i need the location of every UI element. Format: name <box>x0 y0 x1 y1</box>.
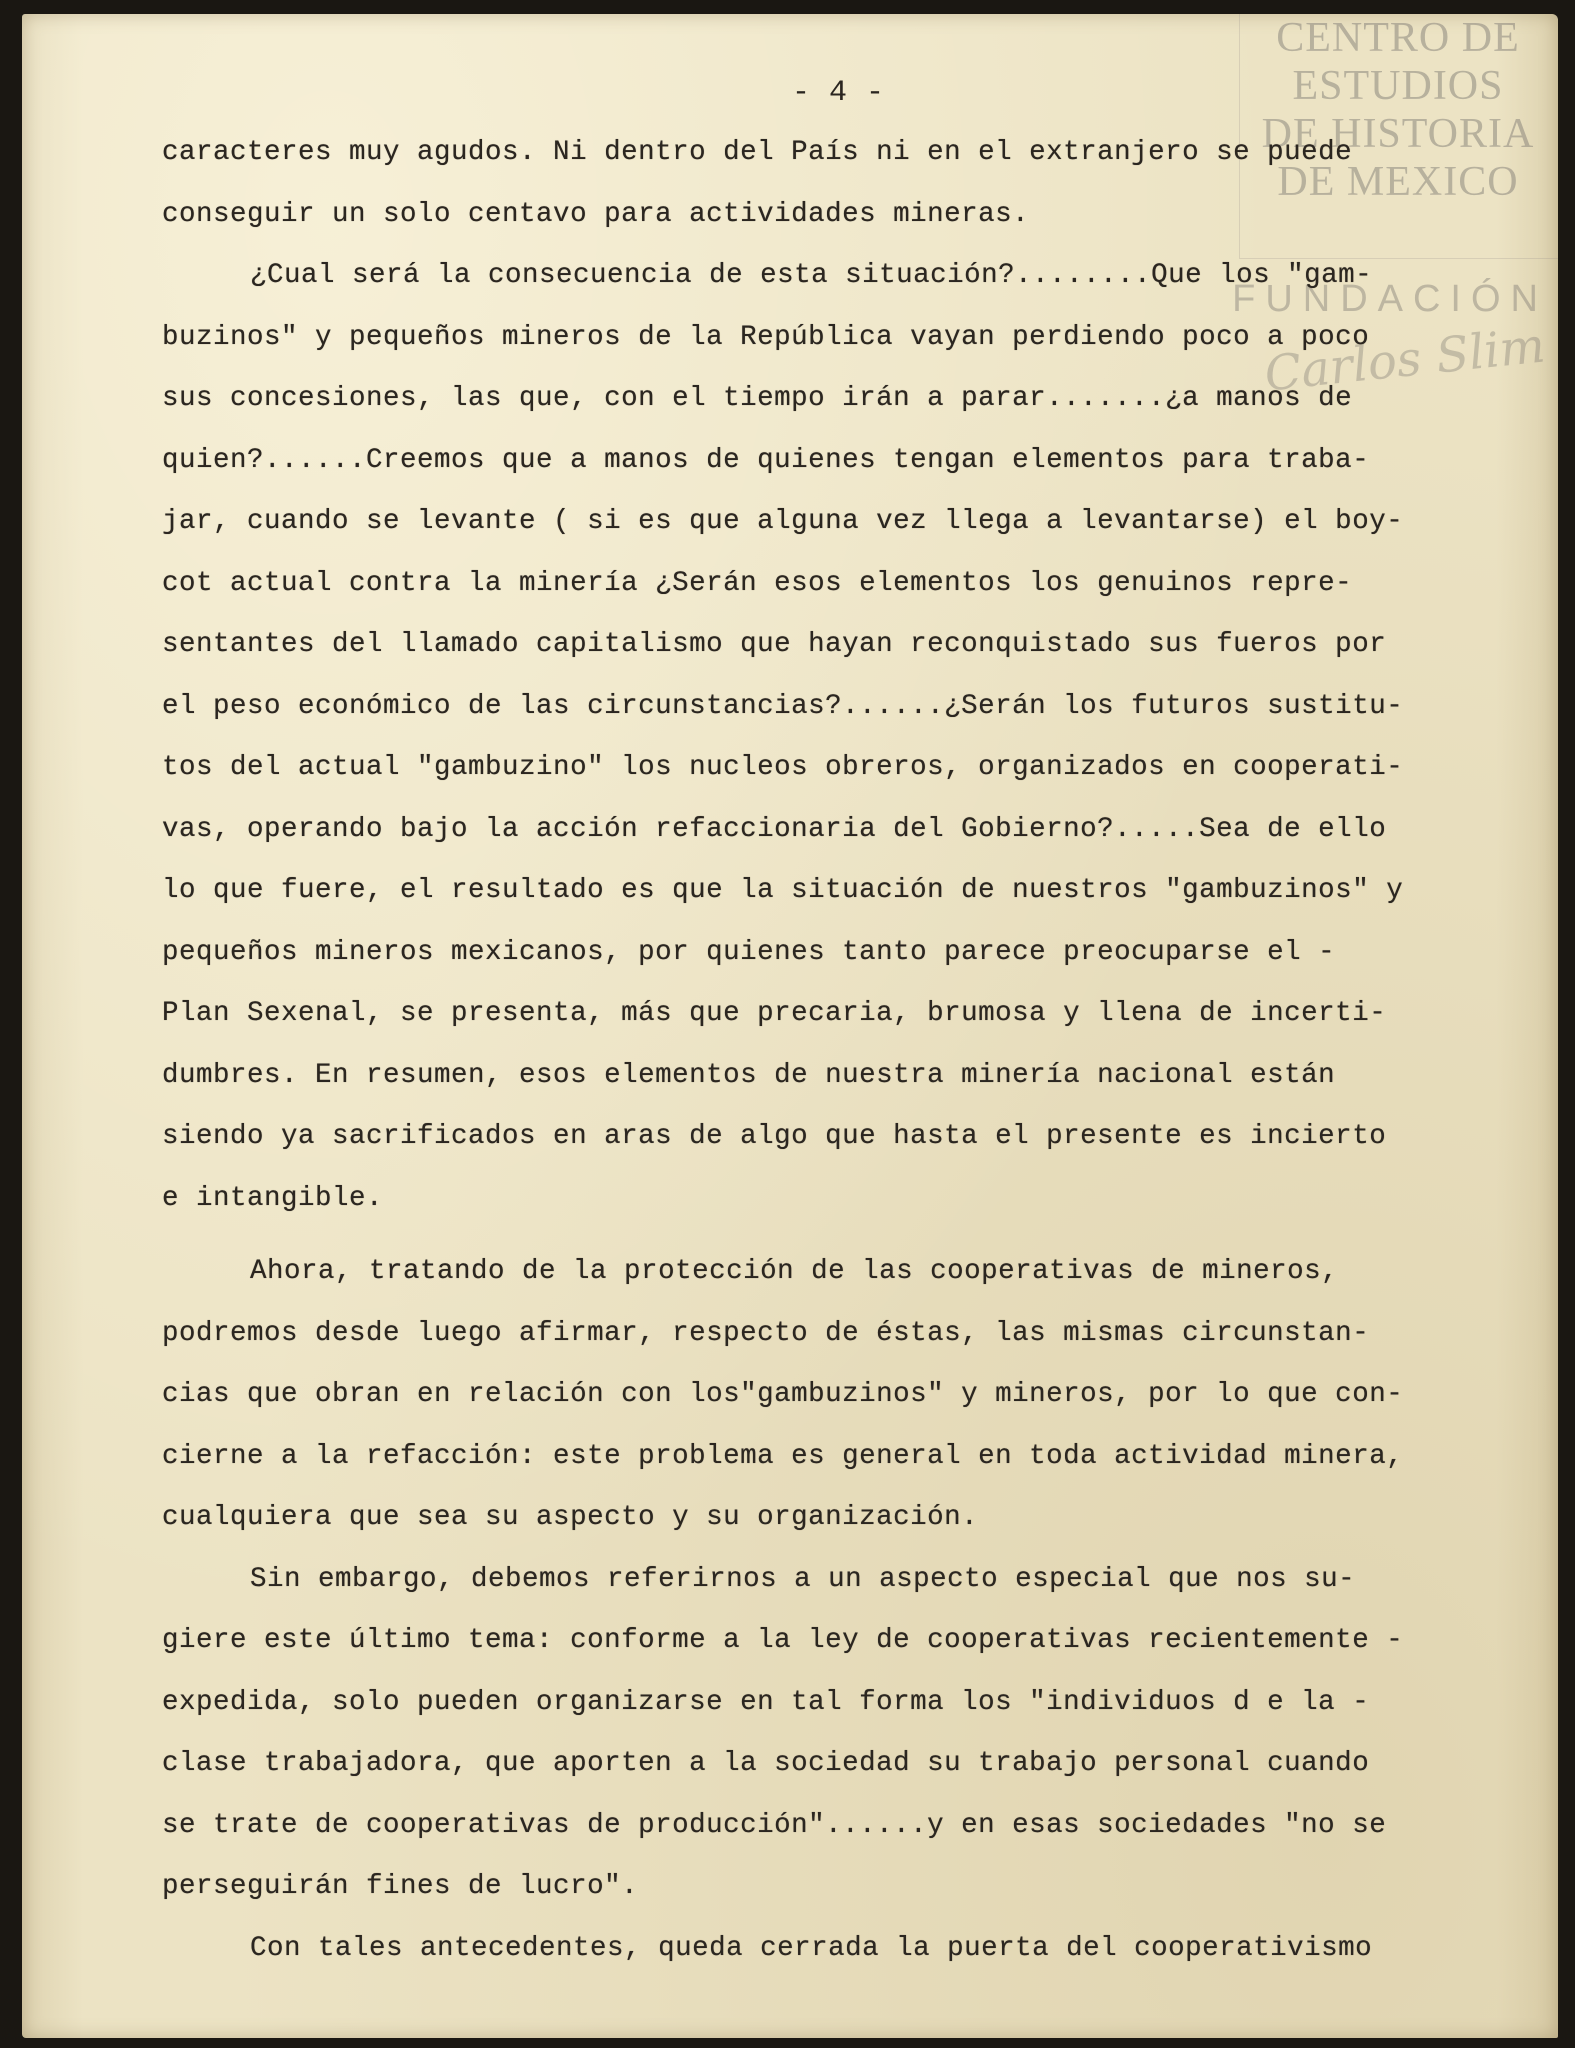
text-line: lo que fuere, el resultado es que la situación de nuestros "gambuzinos" y <box>162 875 1404 906</box>
text-line: quien?......Creemos que a manos de quienes tengan elementos para traba- <box>162 444 1370 476</box>
text-line: cualquiera que sea su aspecto y su organización. <box>162 1502 979 1533</box>
text-line: Plan Sexenal, se presenta, más que precaria, brumosa y llena de incerti- <box>162 998 1387 1029</box>
watermark-line: DE HISTORIA <box>1261 111 1535 157</box>
text-line: caracteres muy agudos. Ni dentro del País ni en el extranjero se puede <box>162 137 1353 168</box>
page-number: - 4 - <box>792 76 885 110</box>
text-line: clase trabajadora, que aporten a la sociedad su trabajo personal cuando <box>162 1748 1370 1779</box>
text-line: jar, cuando se levante ( si es que alguna vez llega a levantarse) el boy- <box>162 506 1404 537</box>
text-line: cierne a la refacción: este problema es general en toda actividad minera, <box>162 1440 1404 1472</box>
text-line: tos del actual "gambuzino" los nucleos obreros, organizados en cooperati- <box>162 752 1404 783</box>
watermark-line: DE MEXICO <box>1277 159 1519 205</box>
text-line: dumbres. En resumen, esos elementos de nuestra minería nacional están <box>162 1059 1336 1091</box>
text-line: pequeños mineros mexicanos, por quienes tanto parece preocuparse el - <box>162 936 1336 968</box>
text-line: conseguir un solo centavo para actividades mineras. <box>162 198 1030 230</box>
text-line: ¿Cual será la consecuencia de esta situación?........Que los "gam- <box>250 260 1373 291</box>
text-line: buzinos" y pequeños mineros de la República vayan perdiendo poco a poco <box>162 321 1370 353</box>
text-line: se trate de cooperativas de producción"......y en esas sociedades "no se <box>162 1809 1387 1841</box>
text-line: sentantes del llamado capitalismo que hayan reconquistado sus fueros por <box>162 629 1387 660</box>
document-page <box>22 14 1558 2038</box>
watermark-signature: Carlos Slim <box>1262 317 1549 403</box>
text-line: perseguirán fines de lucro". <box>162 1871 639 1902</box>
text-line: podremos desde luego afirmar, respecto de éstas, las mismas circunstan- <box>162 1317 1370 1349</box>
text-line: el peso económico de las circunstancias?......¿Serán los futuros sustitu- <box>162 690 1404 722</box>
text-line: vas, operando bajo la acción refaccionaria del Gobierno?.....Sea de ello <box>162 813 1387 845</box>
text-line: cias que obran en relación con los"gambuzinos" y mineros, por lo que con- <box>162 1379 1404 1410</box>
text-line: siendo ya sacrificados en aras de algo que hasta el presente es incierto <box>162 1121 1387 1152</box>
watermark-line: CENTRO DE <box>1276 15 1520 61</box>
text-line: sus concesiones, las que, con el tiempo irán a parar.......¿a manos de <box>162 383 1353 414</box>
text-line: giere este último tema: conforme a la ley de cooperativas recientemente - <box>162 1625 1404 1656</box>
text-line: expedida, solo pueden organizarse en tal forma los "individuos d e la - <box>162 1686 1370 1718</box>
paragraph-break <box>162 1229 1562 1241</box>
text-line: Sin embargo, debemos referirnos a un aspecto especial que nos su- <box>250 1563 1356 1595</box>
text-line: e intangible. <box>162 1182 384 1214</box>
typed-body-text <box>162 122 1562 1979</box>
watermark-foundation: FUNDACIÓN <box>1232 278 1548 320</box>
watermark-line: ESTUDIOS <box>1292 63 1504 109</box>
text-line: Ahora, tratando de la protección de las cooperativas de mineros, <box>250 1256 1339 1287</box>
text-line: Con tales antecedentes, queda cerrada la puerta del cooperativismo <box>250 1932 1373 1964</box>
text-line: cot actual contra la minería ¿Serán esos elementos los genuinos repre- <box>162 567 1353 599</box>
